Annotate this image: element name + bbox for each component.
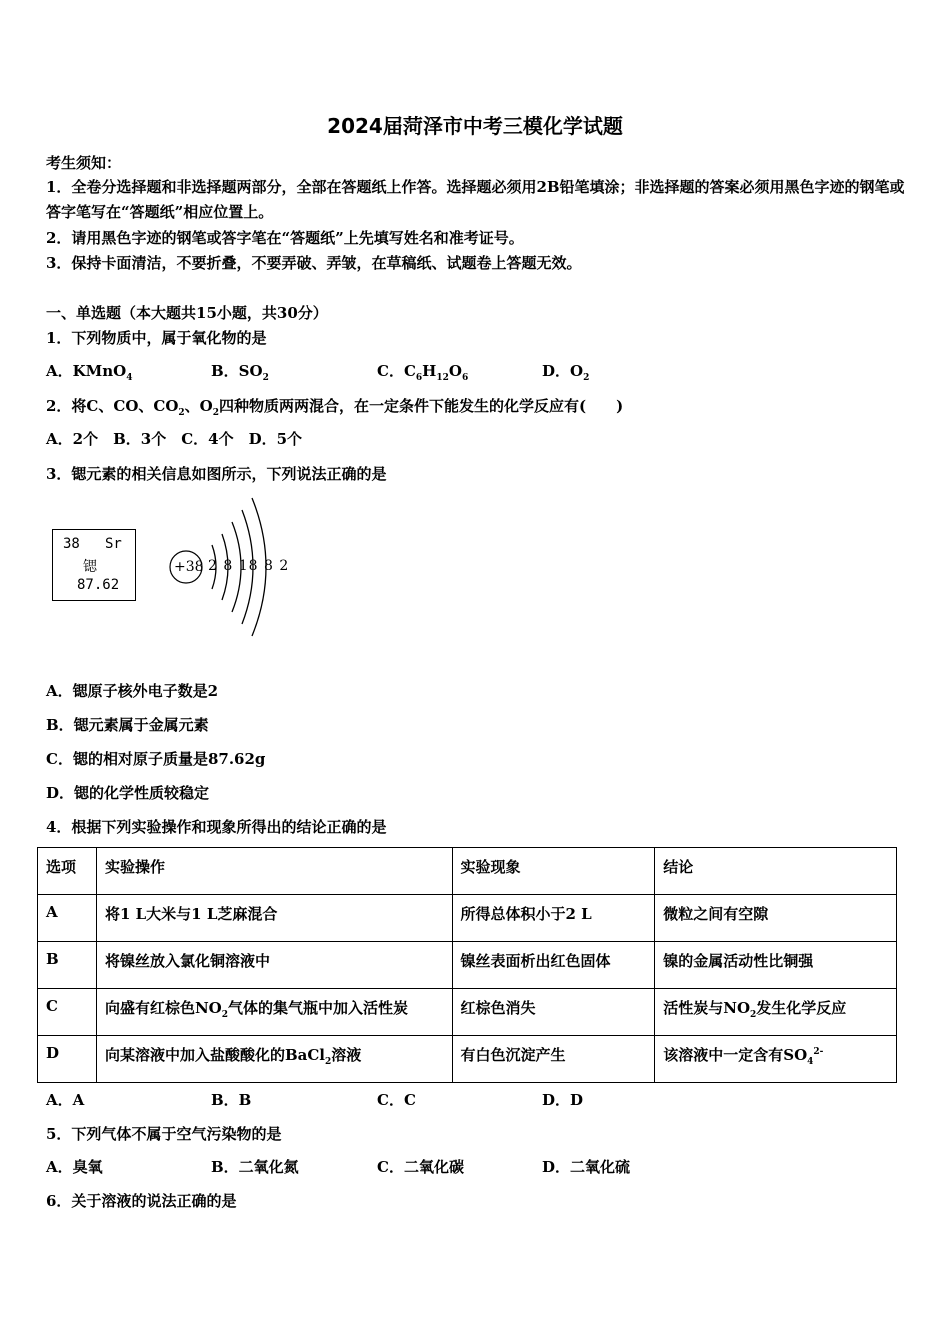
q4-answer-c: C．C (377, 1091, 416, 1109)
element-name: 锶 (83, 559, 97, 575)
shell-electron-counts: 2 8 18 8 2 (208, 558, 290, 574)
experiment-table (37, 847, 897, 1083)
table-row (38, 942, 897, 989)
cell-option: B (38, 942, 97, 989)
element-card (52, 529, 136, 601)
q2-options: A．2个 B．3个 C．4个 D．5个 (46, 430, 303, 448)
cell-operation: 向某溶液中加入盐酸酸化的BaCl$_2$溶液 (96, 1036, 452, 1083)
page-title: 2024届菏泽市中考三模化学试题 (327, 114, 623, 138)
atomic-number: 38 (63, 536, 80, 552)
cell-phenomenon: 红棕色消失 (452, 989, 655, 1036)
q1-option-d: D．$O_2$ (542, 362, 590, 383)
header-cell: 选项 (38, 848, 97, 895)
cell-option: A (38, 895, 97, 942)
q1-option-a: A．KMnO$_4$ (46, 362, 133, 383)
q5-option-c: C．二氧化碳 (377, 1158, 464, 1176)
q6-stem: 6．关于溶液的说法正确的是 (46, 1192, 237, 1210)
q3-stem: 3．锶元素的相关信息如图所示，下列说法正确的是 (46, 465, 387, 483)
notice-header: 考生须知： (46, 154, 122, 172)
notice-item-1: 1．全卷分选择题和非选择题两部分，全部在答题纸上作答。选择题必须用2B铅笔填涂；非选择题的答案必须用黑色字迹的钢笔或答字笔写在“答题纸”相应位置上。 (46, 178, 905, 221)
element-symbol: Sr (105, 536, 122, 552)
q3-option-d: D．锶的化学性质较稳定 (46, 784, 210, 802)
q5-option-b: B．二氧化氮 (211, 1158, 299, 1176)
notice-item-3: 3．保持卡面清洁，不要折叠，不要弄破、弄皱，在草稿纸、试题卷上答题无效。 (46, 254, 582, 272)
q4-stem: 4．根据下列实验操作和现象所得出的结论正确的是 (46, 818, 387, 836)
cell-conclusion: 镍的金属活动性比铜强 (655, 942, 897, 989)
cell-operation: 向盛有红棕色$NO_2$气体的集气瓶中加入活性炭 (96, 989, 452, 1036)
q5-option-a: A．臭氧 (46, 1158, 103, 1176)
cell-operation: 将1 L大米与1 L芝麻混合 (96, 895, 452, 942)
table-row (38, 1036, 897, 1083)
atomic-mass: 87.62 (77, 577, 120, 593)
header-cell: 结论 (655, 848, 897, 895)
cell-operation: 将镍丝放入氯化铜溶液中 (96, 942, 452, 989)
cell-phenomenon: 有白色沉淀产生 (452, 1036, 655, 1083)
q1-stem: 1．下列物质中，属于氧化物的是 (46, 329, 267, 347)
header-cell: 实验操作 (96, 848, 452, 895)
nucleus-charge: +38 (174, 559, 204, 575)
q3-option-a: A．锶原子核外电子数是2 (46, 682, 219, 700)
header-cell: 实验现象 (452, 848, 655, 895)
q4-answer-b: B．B (211, 1091, 252, 1109)
cell-conclusion: 该溶液中一定含有$SO_4^{2-}$ (655, 1036, 897, 1083)
q3-option-b: B．锶元素属于金属元素 (46, 716, 209, 734)
q2-stem: 2．将C、CO、$CO_2$、$O_2$四种物质两两混合，在一定条件下能发生的化学反应有( ) (46, 397, 624, 418)
cell-conclusion: 微粒之间有空隙 (655, 895, 897, 942)
q5-option-d: D．二氧化硫 (542, 1158, 631, 1176)
cell-conclusion: 活性炭与$NO_2$发生化学反应 (655, 989, 897, 1036)
section-heading: 一、单选题（本大题共15小题，共30分） (46, 304, 328, 322)
table-header-row (38, 848, 897, 895)
q4-answer-a: A．A (46, 1091, 85, 1109)
q5-stem: 5．下列气体不属于空气污染物的是 (46, 1125, 282, 1143)
table-row (38, 989, 897, 1036)
cell-option: D (38, 1036, 97, 1083)
cell-phenomenon: 镍丝表面析出红色固体 (452, 942, 655, 989)
table-row (38, 895, 897, 942)
notice-item-2: 2．请用黑色字迹的钢笔或答字笔在“答题纸”上先填写姓名和准考证号。 (46, 229, 524, 247)
q3-option-c: C．锶的相对原子质量是87.62g (46, 750, 266, 768)
cell-option: C (38, 989, 97, 1036)
cell-phenomenon: 所得总体积小于2 L (452, 895, 655, 942)
q1-option-b: B．$SO_2$ (211, 362, 269, 383)
q1-option-c: C．$C_6H_{12}O_6$ (377, 362, 469, 383)
q4-answer-d: D．D (542, 1091, 584, 1109)
